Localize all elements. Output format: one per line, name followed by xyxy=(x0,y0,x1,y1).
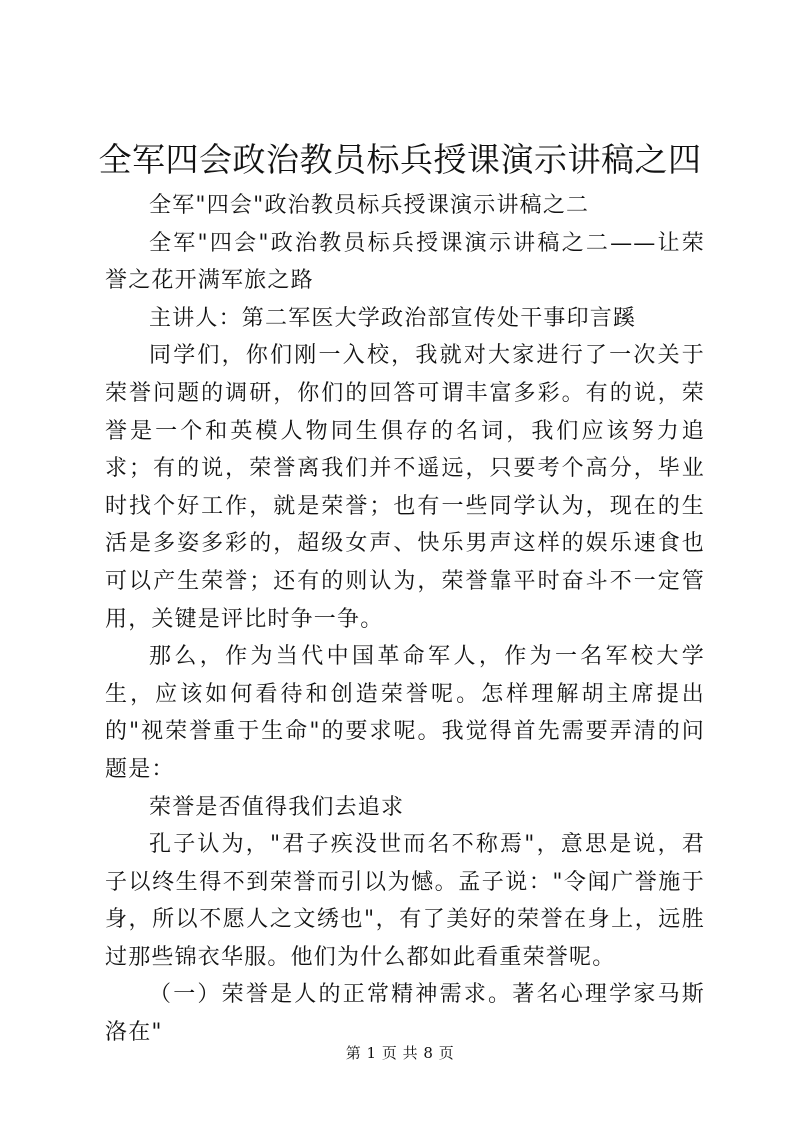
paragraph-confucius: 孔子认为，"君子疾没世而名不称焉"，意思是说，君子以终生得不到荣誉而引以为憾。孟子说："令闻广誉施于身，所以不愿人之文绣也"，有了美好的荣誉在身上，远胜过那些锦衣华服。他们为什么都如此看重荣誉呢。 xyxy=(105,832,705,970)
paragraph-point-one: （一）荣誉是人的正常精神需求。著名心理学家马斯洛在" xyxy=(105,982,705,1046)
document-body xyxy=(105,187,705,1052)
document-title: 全军四会政治教员标兵授课演示讲稿之四 xyxy=(98,140,702,179)
paragraph-subtitle: 全军"四会"政治教员标兵授课演示讲稿之二 xyxy=(149,193,590,218)
paragraph-intro: 同学们，你们刚一入校，我就对大家进行了一次关于荣誉问题的调研，你们的回答可谓丰富多彩。有的说，荣誉是一个和英模人物同生俱存的名词，我们应该努力追求；有的说，荣誉离我们并不遥远，只要考个高分，毕业时找个好工作，就是荣誉；也有一些同学认为，现在的生活是多姿多彩的，超级女声、快乐男声这样的娱乐速食也可以产生荣誉；还有的则认为，荣誉靠平时奋斗不一定管用，关键是评比时争一争。 xyxy=(105,343,705,632)
paragraph-question: 那么，作为当代中国革命军人，作为一名军校大学生，应该如何看待和创造荣誉呢。怎样理解胡主席提出的"视荣誉重于生命"的要求呢。我觉得首先需要弄清的问题是： xyxy=(105,644,705,782)
paragraph-full-title: 全军"四会"政治教员标兵授课演示讲稿之二——让荣誉之花开满军旅之路 xyxy=(105,230,705,294)
page-number-footer: 第 1 页 共 8 页 xyxy=(345,1044,455,1062)
paragraph-section-heading: 荣誉是否值得我们去追求 xyxy=(149,794,405,820)
paragraph-speaker: 主讲人：第二军医大学政治部宣传处干事印言蹊 xyxy=(149,305,637,331)
